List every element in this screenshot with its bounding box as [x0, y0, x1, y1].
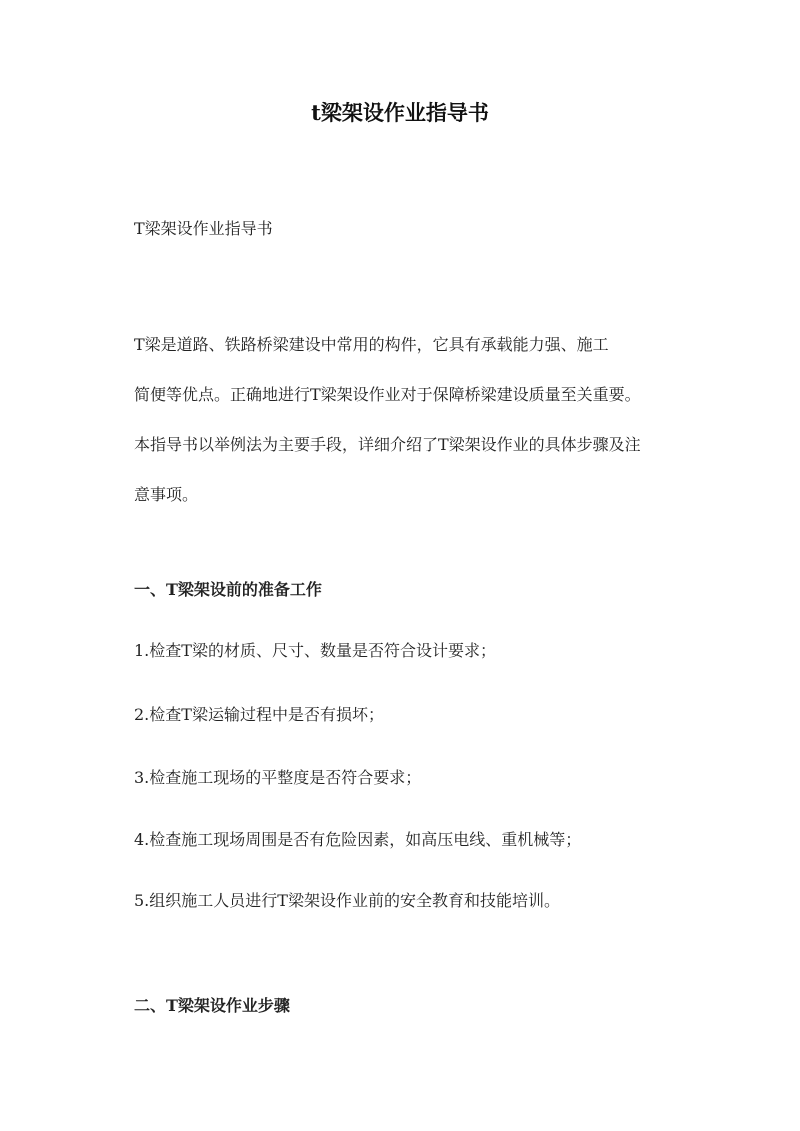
intro-line: 简便等优点。正确地进行T梁架设作业对于保障桥梁建设质量至关重要。	[134, 385, 641, 404]
section-heading-steps: 二、T梁架设作业步骤	[134, 996, 290, 1015]
intro-line: 意事项。	[134, 485, 199, 504]
document-title: t梁架设作业指导书	[311, 100, 489, 125]
list-item: 1.检查T梁的材质、尺寸、数量是否符合设计要求；	[134, 641, 496, 660]
intro-paragraph	[134, 320, 694, 520]
list-item: 4.检查施工现场周围是否有危险因素，如高压电线、重机械等；	[134, 830, 582, 849]
list-item: 2.检查T梁运输过程中是否有损坏；	[134, 705, 384, 724]
document-subtitle: T梁架设作业指导书	[134, 219, 273, 238]
section-heading-preparation: 一、T梁架设前的准备工作	[134, 580, 322, 599]
list-item: 3.检查施工现场的平整度是否符合要求；	[134, 768, 422, 787]
intro-line: 本指导书以举例法为主要手段，详细介绍了T梁架设作业的具体步骤及注	[134, 435, 641, 454]
list-item: 5.组织施工人员进行T梁架设作业前的安全教育和技能培训。	[134, 891, 560, 910]
intro-line: T梁是道路、铁路桥梁建设中常用的构件，它具有承载能力强、施工	[134, 335, 609, 354]
